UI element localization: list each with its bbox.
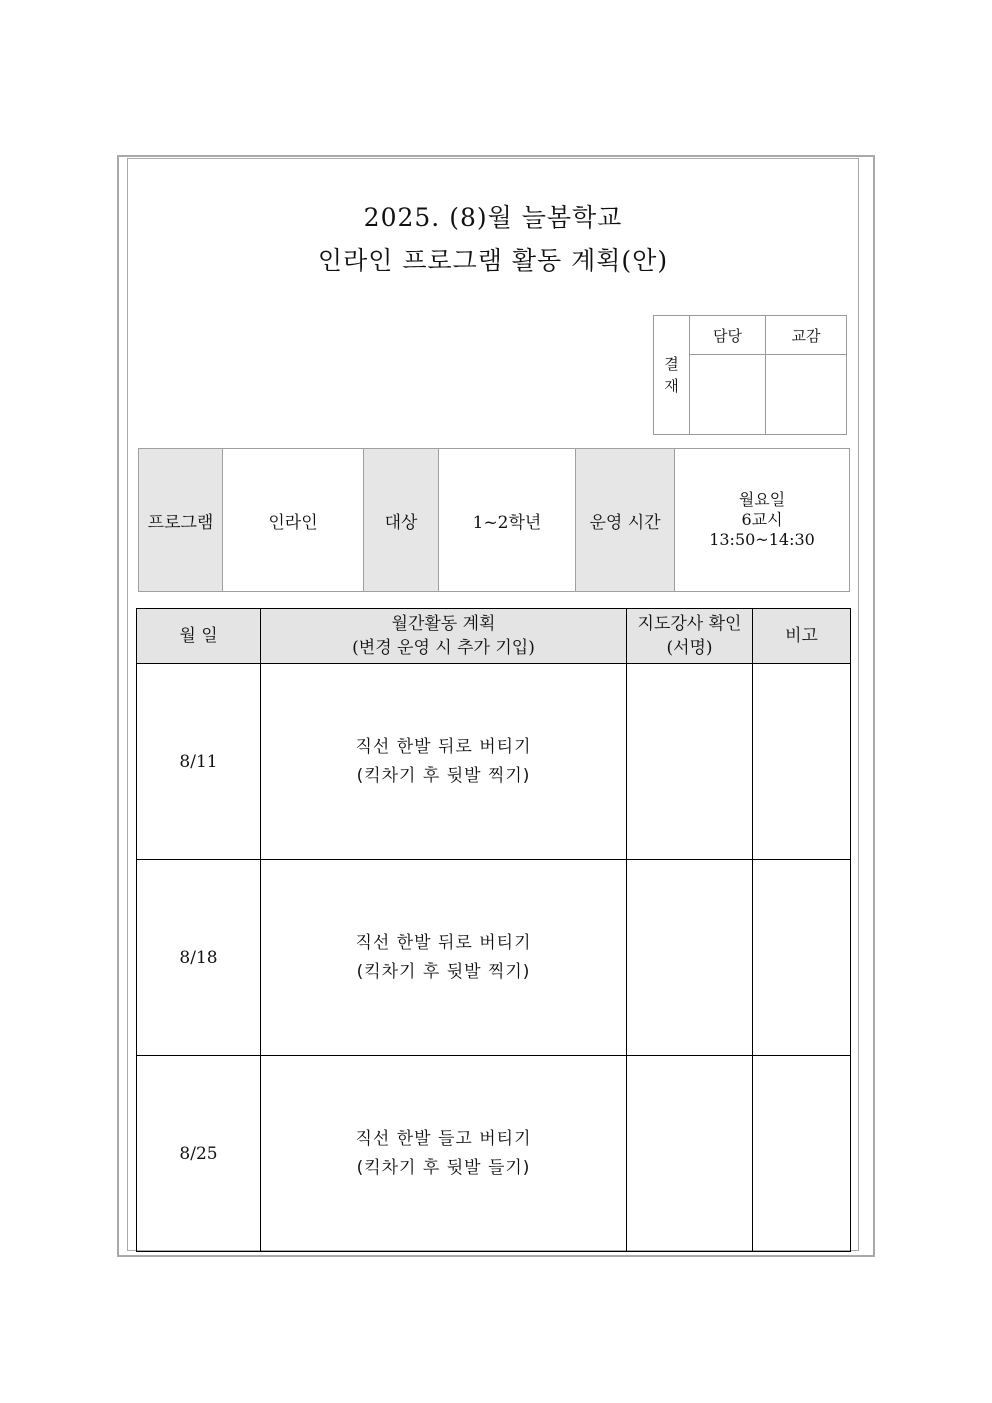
table-row bbox=[137, 1056, 851, 1252]
row-activity-line1: 직선 한발 들고 버티기 bbox=[355, 1128, 532, 1149]
row-date: 8/18 bbox=[137, 860, 261, 1056]
row-signature[interactable] bbox=[627, 860, 753, 1056]
row-note[interactable] bbox=[753, 1056, 851, 1252]
header-instructor-line1: 지도강사 확인 bbox=[637, 614, 742, 634]
approval-box bbox=[653, 315, 847, 435]
time-value bbox=[675, 449, 850, 592]
header-instructor bbox=[627, 609, 753, 664]
target-label: 대상 bbox=[364, 449, 439, 592]
approval-col-vice-principal: 교감 bbox=[766, 316, 847, 355]
row-date: 8/25 bbox=[137, 1056, 261, 1252]
program-label: 프로그램 bbox=[139, 449, 223, 592]
target-value: 1~2학년 bbox=[439, 449, 576, 592]
row-date: 8/11 bbox=[137, 664, 261, 860]
row-note[interactable] bbox=[753, 664, 851, 860]
row-signature[interactable] bbox=[627, 1056, 753, 1252]
time-label: 운영 시간 bbox=[576, 449, 675, 592]
table-row bbox=[137, 860, 851, 1056]
header-plan-line2: (변경 운영 시 추가 기입) bbox=[352, 638, 535, 658]
row-signature[interactable] bbox=[627, 664, 753, 860]
program-value: 인라인 bbox=[223, 449, 364, 592]
approval-sign-vice-principal[interactable] bbox=[766, 355, 847, 435]
header-plan-line1: 월간활동 계획 bbox=[391, 614, 496, 634]
time-period: 6교시 bbox=[741, 510, 783, 529]
approval-label bbox=[654, 316, 690, 435]
schedule-table bbox=[136, 608, 851, 1252]
row-activity bbox=[261, 860, 627, 1056]
header-date: 월 일 bbox=[137, 609, 261, 664]
row-activity-line1: 직선 한발 뒤로 버티기 bbox=[355, 736, 532, 757]
header-plan bbox=[261, 609, 627, 664]
time-range: 13:50~14:30 bbox=[709, 530, 815, 549]
document-title-line2: 인라인 프로그램 활동 계획(안) bbox=[317, 246, 669, 275]
time-day: 월요일 bbox=[738, 490, 786, 509]
program-info-table bbox=[138, 448, 850, 592]
header-note: 비고 bbox=[753, 609, 851, 664]
row-activity bbox=[261, 1056, 627, 1252]
row-activity-line2: (킥차기 후 뒷발 찍기) bbox=[356, 765, 531, 786]
row-activity-line2: (킥차기 후 뒷발 들기) bbox=[356, 1157, 531, 1178]
header-instructor-line2: (서명) bbox=[666, 638, 713, 658]
row-activity-line2: (킥차기 후 뒷발 찍기) bbox=[356, 961, 531, 982]
row-activity bbox=[261, 664, 627, 860]
schedule-header-row bbox=[137, 609, 851, 664]
table-row bbox=[137, 664, 851, 860]
row-note[interactable] bbox=[753, 860, 851, 1056]
row-activity-line1: 직선 한발 뒤로 버티기 bbox=[355, 932, 532, 953]
approval-label-line1: 결 bbox=[664, 355, 679, 373]
approval-sign-manager[interactable] bbox=[690, 355, 766, 435]
document-title-line1: 2025. (8)월 늘봄학교 bbox=[363, 203, 623, 232]
approval-col-manager: 담당 bbox=[690, 316, 766, 355]
approval-label-line2: 재 bbox=[664, 377, 679, 395]
